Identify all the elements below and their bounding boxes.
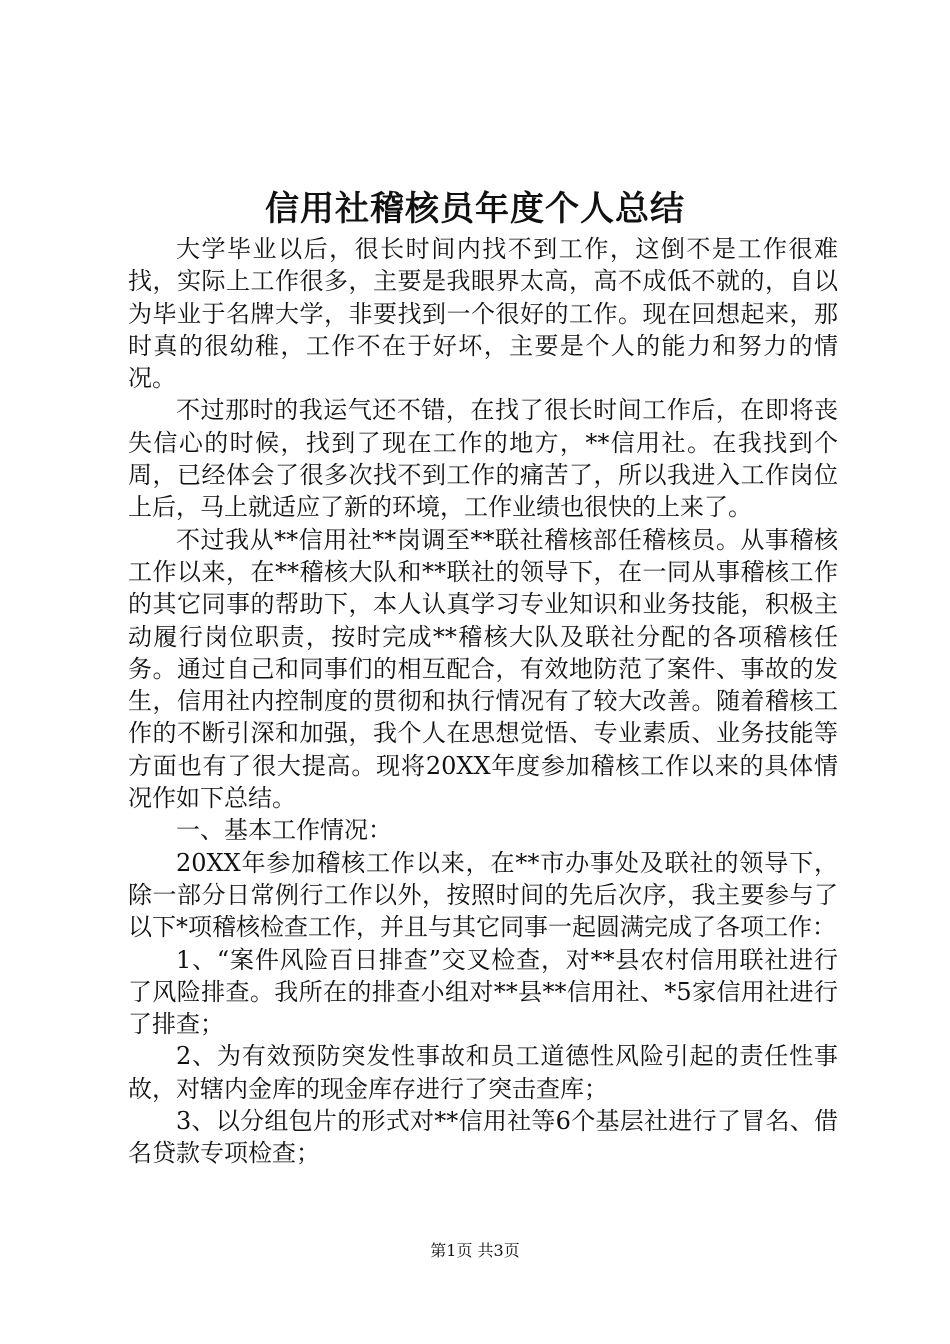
document-title: 信用社稽核员年度个人总结 xyxy=(265,189,685,229)
paragraph-audit-role: 不过我从**信用社**岗调至**联社稽核部任稽核员。从事稽核工作以来，在**稽核大队和**联社的领导下，在一同从事稽核工作的其它同事的帮助下，本人认真学习专业知识和业务技能，积极主动履行岗位职责，按时完成**稽核大队及联社分配的各项稽核任务。通过自己和同事们的相互配合，有效地防范了案件、事故的发生，信用社内控制度的贯彻和执行情况有了较大改善。随着稽核工作的不断引深和加强，我个人在思想觉悟、专业素质、业务技能等方面也有了很大提高。现将20XX年度参加稽核工作以来的具体情况作如下总结。 xyxy=(128,525,838,813)
list-item-1: 1、“案件风险百日排查”交叉检查，对**县农村信用联社进行了风险排查。我所在的排查小组对**县**信用社、*5家信用社进行了排查； xyxy=(128,945,838,1039)
document-body xyxy=(128,233,838,1170)
paragraph-intro: 大学毕业以后，很长时间内找不到工作，这倒不是工作很难找，实际上工作很多，主要是我眼界太高，高不成低不就的，自以为毕业于名牌大学，非要找到一个很好的工作。现在回想起来，那时真的很幼稚，工作不在于好坏，主要是个人的能力和努力的情况。 xyxy=(128,235,838,393)
page-number-footer: 第1页 共3页 xyxy=(430,1241,520,1260)
paragraph-work-overview: 20XX年参加稽核工作以来，在**市办事处及联社的领导下，除一部分日常例行工作以外，按照时间的先后次序，我主要参与了以下*项稽核检查工作，并且与其它同事一起圆满完成了各项工作： xyxy=(128,848,838,942)
paragraph-job-found: 不过那时的我运气还不错，在找了很长时间工作后，在即将丧失信心的时候，找到了现在工作的地方，**信用社。在我找到个周，已经体会了很多次找不到工作的痛苦了，所以我进入工作岗位上后，马上就适应了新的环境，工作业绩也很快的上来了。 xyxy=(128,396,838,522)
list-item-3: 3、以分组包片的形式对**信用社等6个基层社进行了冒名、借名贷款专项检查； xyxy=(128,1107,838,1168)
list-item-2: 2、为有效预防突发性事故和员工道德性风险引起的责任性事故，对辖内金库的现金库存进行了突击查库； xyxy=(128,1042,838,1103)
section-heading-basic-work: 一、基本工作情况： xyxy=(176,816,392,845)
